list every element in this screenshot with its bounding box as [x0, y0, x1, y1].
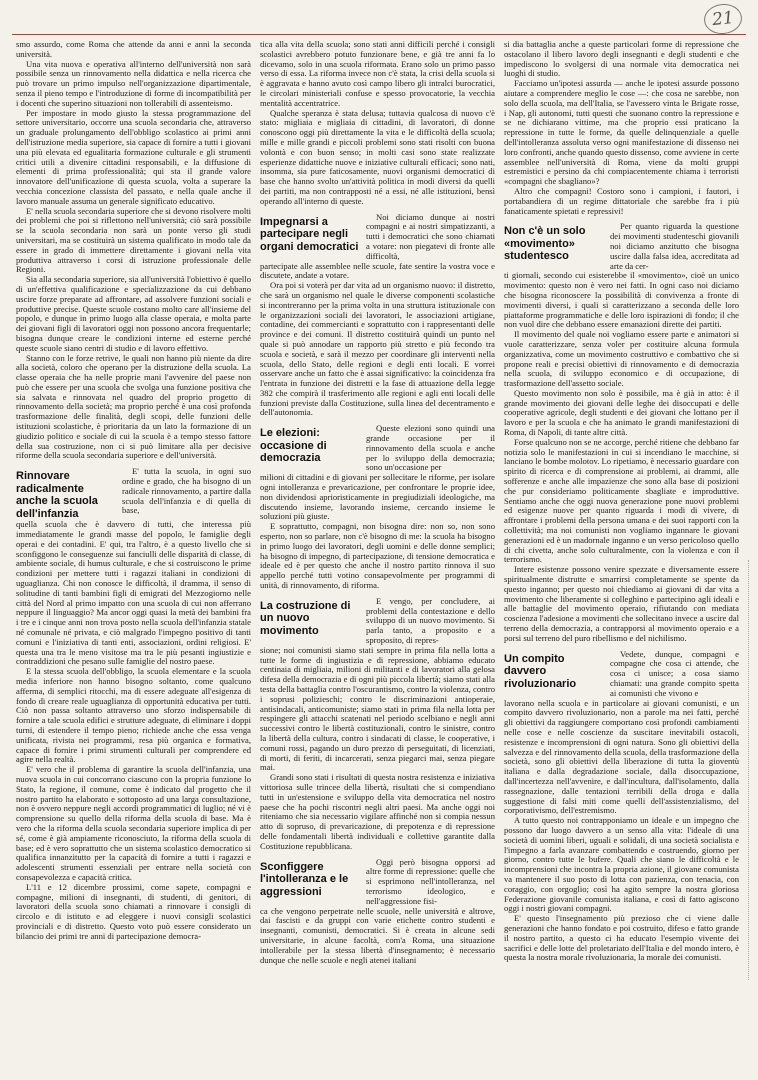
section-sconfiggere	[260, 858, 495, 907]
section-movimento	[504, 222, 739, 271]
section-heading: Impegnarsi a partecipare negli organi democratici	[260, 215, 359, 253]
paragraph: Forse qualcuno non se ne accorge, perché ritiene che debbano far notizia solo le manifestazioni in cui si incendiano le macchine, si lanciano le bombe molotov. Lo ripetiamo, è necessario guardare con spirito di ricerca e di comprensione ai problemi, ai drammi, alle sofferenze e anche alle impazienze che sono alla base di posizioni che pur consideriamo politicamente sbagliate e improduttive. Sentiamo anche che oggi nuova generazione pone nuovi problemi ed esigenze nuove per quanto riguarda i modi di vivere, di affrontare i problemi della persona umana e dei suoi rapporti con la collettività; ma noi comunisti non vogliamo ingannare le giovani generazioni ed è un madornale inganno e un verso pericoloso quello di chi civetta, anche solo culturalmente, con la violenza e con il terrorismo.	[504, 436, 739, 565]
section-lead	[122, 467, 251, 520]
paragraph: E soprattutto, compagni, non bisogna dire: non so, non sono esperto, non so parlare, non c'è bisogno di me: la scuola ha bisogno in primo luogo dei lavoratori, degli uomini e delle donne semplici; ha bisogno di impegno, di partecipazione, di tensione democratica e ideale ed è per questo che anche il nostro partito rinnova il suo appello perché tutti votino consapevolmente per programmi di unità, di rinnovamento, di riforma.	[260, 521, 495, 591]
paragraph: ti giornali, secondo cui esisterebbe il «movimento», cioè un unico movimento: questo non è vero nei fatti. In ogni caso noi diciamo che bisogna riconoscere la possibilità di convivenza a fronte di movimenti diversi, i quali si caratterizzano a seconda delle loro piattaforme programmatiche e delle loro ispirazioni di fondo; il che non vuol dire che debbano essere emanazioni dirette dei partiti.	[504, 270, 739, 330]
paragraph: Grandi sono stati i risultati di questa nostra resistenza e iniziativa vittoriosa sulle trincee della libertà, risultati che si compendiano tutti in un'estensione e sviluppo della vita democratica nel nostro paese che ha pochi riscontri negli altri paesi. Ma anche oggi noi riteniamo che sia necessario vigilare affinché non si compia nessun atto di sopruso, di prevaricazione, di prepotenza e di repressione delle fondamentali libertà individuali e collettive garantite dalla Costituzione repubblicana.	[260, 772, 495, 851]
paragraph: Altro che compagni! Costoro sono i campioni, i fautori, i portabandiera di un regime dittatoriale che sarebbe fra i più fanaticamente spietati e repressivi!	[504, 185, 739, 216]
paragraph: Intere esistenze possono venire spezzate e diversamente essere spiritualmente distrutte e smarrirsi completamente se spente da questo inganno; per questo noi chiediamo ai giovani di dar vita a movimento che liberamente si colleghino e partecipino agli ideali e alle battaglie del movimento operaio, rifiutando con mediata coscienza l'adesione a movimenti che sollecitano invece a uscire dal terreno della democrazia, a contrapporsi al movimento operaio e a porsi sul terreno del puro ribellismo e del nichilismo.	[504, 564, 739, 643]
section-heading: La costruzione di un nuovo movimento	[260, 599, 351, 637]
section-heading: Sconfiggere l'intolleranza e le aggressioni	[260, 860, 349, 898]
header-rule	[12, 34, 746, 35]
paragraph: E' vero che il problema di garantire la scuola dell'infanzia, una nuova scuola in cui concorrano ciascuno con la propria funzione lo Stato, la regione, il comune, come è indicato dal progetto che il nostro partito ha elaborato e sottoposto ad una larga consultazione, non è ovvero neppure negli accordi programmatici di luglio; né vi è comprensione su quello della riforma della scuola di base. Ma è vero che la riforma della scuola secondaria superiore implica di per sé, come è già ampiamente riconosciuto, la riforma della scuola di base; ed è vero soprattutto che un sistema scolastico democratico si qualifica innanzitutto per la capacità di fornire a tutti i ragazzi e adolescenti strumenti essenziali per entrare nella società con consapevolezza e capacità critica.	[16, 764, 251, 882]
section-compito	[504, 650, 739, 699]
column-1	[16, 40, 251, 1072]
paragraph: Per quanto riguarda la questione dei movimenti studenteschi giovanili noi diciamo anzitutto che bisogna uscire dalla falsa idea, accreditata ad arte da cer-	[610, 221, 739, 271]
section-heading: Le elezioni: occasione di democrazia	[260, 427, 327, 465]
paragraph: E' questo l'insegnamento più prezioso che ci viene dalle generazioni che hanno fondato e poi costruito, difeso e fatto grande il nostro partito, a questo ci ha educato l'esempio vivente dei sacrifici e delle lotte del proletariato dell'Italia e del mondo intero, è questa la nostra morale rivoluzionaria, la morale dei comunisti.	[504, 913, 739, 963]
paragraph: Qualche speranza è stata delusa; tuttavia qualcosa di nuovo c'è stato: migliaia e migliaia di cittadini, di lavoratori, di donne conoscono oggi più direttamente la vita e le difficoltà della scuola; mille e mille grandi e piccoli problemi sono stati risolti con buona volontà e con buon senso; in molti casi sono state realizzate esperienze didattiche nuove e iniziative culturali efficaci; sono nati, insomma, sia pure faticosamente, nuovi organismi democratici di base che hanno svolto un'attività politica in modi diversi da quelli dei partiti, ma non contrapposti né a essi, né alle istituzioni, bensì operando all'interno di queste.	[260, 107, 495, 206]
section-heading: Un compito davvero rivoluzionario	[504, 652, 577, 690]
paragraph: Oggi però bisogna opporsi ad altre forme di repressione: quelle che si esprimono nell'intolleranza, nel terrorismo ideologico, e nell'aggressione fisi-	[366, 856, 495, 906]
section-costruzione	[260, 597, 495, 646]
paragraph: quella scuola che è davvero di tutti, che interessa più immediatamente le grandi masse del popolo, le famiglie degli operai e dei contadini. E' qui, tra l'altro, è a questo livello che si sconfiggono le conseguenze sui fanciulli delle disparità di classe, di ambiente sociale, di humus culturale, e che si costruiscono le prime condizioni per mettere tutti i ragazzi italiani in condizioni di uguaglianza. Chi non conosce le difficoltà, il dramma, il senso di solitudine di tanti bambini figli di emigrati del Mezzogiorno nelle città del Nord al primo impatto con una scuola di cui non afferrano neppure il linguaggio? Ma ancor oggi quasi la metà dei bambini fra i tre e i cinque anni non trova posto nella scuola dell'infanzia statale né comunale né privata, e ciò malgrado l'impegno positivo di tanti comuni e l'iniziativa di tanti enti, associazioni, ordini religiosi. E' questa una tra le meno visitose ma tra le più pesanti ingiustizie e contraddizioni che pesano sulle famiglie del nostro paese.	[16, 519, 251, 667]
paragraph: Per impostare in modo giusto la stessa programmazione del settore universitario, occorre una scuola secondaria che, attraverso un graduale prolungamento dell'obbligo scolastico ai primi anni dell'istruzione media superiore, sia capace di fornire a tutti i giovani una più elevata ed egualitaria formazione culturale e gli strumenti critici utili a divenire cittadini responsabili, e la diffusione di elementi di prima professionalità; qui sta il grande valore innovatore dell'unificazione di questa scuola, volta a superare la vecchia concezione classista del passato, e nella quale anche il lavoro manuale assuma un generale significato educativo.	[16, 107, 251, 206]
paragraph: Queste elezioni sono quindi una grande occasione per il rinnovamento della scuola e anche per lo sviluppo della democrazia; sono un'occasione per	[366, 423, 495, 473]
column-3	[504, 40, 739, 1072]
paragraph: Facciamo un'ipotesi assurda — anche le ipotesi assurde possono aiutare a comprendere meglio le cose —: che cosa ne sarebbe, non solo della scuola, ma dell'Italia, se l'avessero vinta le Brigate rosse, i Nap, gli autonomi, tutti questi che suonano contro la repressione e se ne dichiarano vittime, ma che proprio essi praticano la repressione in tutte le forme, da quelle delinquenziale a quelle dell'intolleranza assoluta verso ogni manifestazione di dissenso nei loro confronti, anche quando questo dissenso, come avviene in certe assemblee nell'università di Roma, viene da molti gruppi estremistici e persino da chi compiacentemente chiama i terroristi «compagni che sbagliano»?	[504, 78, 739, 187]
paragraph: smo assurdo, come Roma che attende da anni e anni la seconda università.	[16, 40, 251, 59]
paragraph: Noi diciamo dunque ai nostri compagni e ai nostri simpatizzanti, a tutti i democratici che sono chiamati a votare: non piegatevi di fronte alle difficoltà,	[366, 211, 495, 261]
paragraph: ca che vengono perpetrate nelle scuole, nelle università e altrove, dai fascisti e da gruppi con varie etichette contro studenti e insegnanti, comunisti, democratici. Si è creata in alcune sedi universitarie, in alcune facoltà, com'a Roma, una situazione intollerabile per la stessa libertà d'insegnamento; è necessario dunque che nelle scuole e negli atenei italiani	[260, 905, 495, 965]
paragraph: si dia battaglia anche a queste particolari forme di repressione che ostacolano il libero lavoro degli insegnanti e degli studenti e che impediscono lo svolgersi di una normale vita democratica nei luoghi di studio.	[504, 40, 739, 79]
paragraph: E' tutta la scuola, in ogni suo ordine e grado, che ha bisogno di un radicale rinnovamento, a partire dalla scuola dell'infanzia e di quella di base,	[122, 466, 251, 516]
paragraph: E' nella scuola secondaria superiore che si devono risolvere molti dei problemi che poi si riflettono nell'università; ciò sarà possibile se la scuola secondaria non sarà un ponte verso gli studi universitari, ma se costituirà un sistema qualificato in modo tale da essere in grado di immettere direttamente i giovani nella vita produttiva attraverso i corsi di istruzione professionale delle Regioni.	[16, 205, 251, 275]
column-2	[260, 40, 495, 1072]
paragraph: A tutto questo noi contrapponiamo un ideale e un impegno che possono dar luogo davvero a un senso alla vita: l'ideale di una società di uomini liberi, uguali e solidali, di una società socialista e l'impegno a farla avanzare combattendo e costruendo, giorno per giorno, contro tutte le bufere. Quali che siano le difficoltà e le incomprensioni che incontra la propria azione, il giovane comunista va mantenere il suo posto di lotta con pazienza, con tenacia, con coraggio, con orgoglio; così ha agito sempre la nostra gloriosa Federazione giovanile comunista italiana, e così di fatto agiscono oggi i nostri giovani compagni.	[504, 815, 739, 914]
paragraph: Il movimento del quale noi vogliamo essere parte e animatori si vuole caratterizzare, senza voler per costituire alcuna formula organizzativa, come un movimento costruttivo e combattivo che si propone reali e precisi obiettivi di rinnovamento e di democrazia nella scuola, di sviluppo economico e di occupazione, di trasformazione dell'assetto sociale.	[504, 329, 739, 389]
section-heading: Non c'è un solo «movimento» studentesco	[504, 225, 586, 263]
section-heading: Rinnovare radicalmente anche la scuola dell'infanzia	[16, 470, 98, 520]
paragraph: Ora poi si voterà per dar vita ad un organismo nuovo: il distretto, che sarà un organismo nel quale le diverse componenti scolastiche si incontreranno per la prima volta in una struttura istituzionale con le organizzazioni sociali dei lavoratori, le associazioni artigiane, contadine, dei commercianti e soprattutto con i rappresentanti delle province e dei comuni. Il distretto costituirà quindi un punto nel quale si può annodare un rapporto più stretto e più fecondo tra scuola e società, e sarà il mezzo per coordinare gli interventi nella scuola, dello Stato, delle regioni e degli enti locali. E vorrei osservare anche un fatto che è assai significativo: la coincidenza fra l'entrata in funzione dei distretti e la fase di attuazione della legge 382 che compirà il trasferimento alle regioni e agli enti locali delle funzioni previste dalla Costituzione, sulla linea del decentramento e dell'autonomia.	[260, 280, 495, 418]
paragraph: Questo movimento non solo è possibile, ma è già in atto: è il grande movimento dei giovani delle leghe dei disoccupati e delle cooperative agricole, degli studenti e dei giovani che lottano per il lavoro e per la scuola e che ha animato le grandi manifestazioni di Roma, di Napoli, di tante altre città.	[504, 387, 739, 438]
paragraph: Vedete, dunque, compagni e compagne che cosa ci attende, che cosa ci unisce; a cosa siamo chiamati: una grande compito spetta ai comunisti che vivono e	[610, 648, 739, 698]
page-number: 21	[703, 2, 744, 36]
paragraph: partecipate alle assemblee nelle scuole, fate sentire la vostra voce e discutete, andate a votare.	[260, 260, 495, 281]
section-rinnovare-body	[16, 520, 251, 941]
section-elezioni	[260, 424, 495, 473]
paragraph: sione; noi comunisti siamo stati sempre in prima fila nella lotta a tutte le forme di ingiustizia e di repressione, abbiamo educato centinaia di migliaia, milioni di militanti e di lavoratori alla gelosa difesa della democrazia e di ogni più piccola libertà; siamo stati alla testa della battaglia contro l'oscurantismo, contro la violenza, contro i soprusi polizieschi; contro le discriminazioni antioperaie, antisindacali, anticomuniste; siamo stati in prima fila nella lotta per respingere gli attacchi scatenati nel periodo scelbiano e negli anni successivi contro le libertà costituzionali, contro le sinistre, contro la libertà della cultura, contro i sindacati di classe, le cooperative, i comuni rossi, pagando un duro prezzo di perseguitati, di licenziati, di morti, di feriti, di incarcerati, senza piegarci mai, senza piegare mai.	[260, 644, 495, 773]
paragraph: L'11 e 12 dicembre prossimi, come sapete, compagni e compagne, milioni di insegnanti, di studenti, di genitori, di lavoratori della scuola sono chiamati a rinnovare i consigli di circolo e di istituto e ad eleggere i nuovi consigli scolastici provinciali e di distretto. Questo voto può essere considerato un bilancio dei primi tre anni di partecipazione democra-	[16, 881, 251, 941]
paragraph: milioni di cittadini e di giovani per sollecitare le riforme, per isolare ogni intolleranza e prevaricazione, per confrontare le proprie idee, non dividendosi aprioristicamente in pregiudiziali ideologiche, ma discutendo insieme, lavorando insieme, cercando insieme le soluzioni più giuste.	[260, 472, 495, 522]
paragraph: tica alla vita della scuola; sono stati anni difficili perché i consigli scolastici avrebbero potuto funzionare bene, e già tre anni fa lo dicevamo, solo in una scuola riformata. Erano solo un primo passo verso di essa. La riforma invece non c'è stata, la crisi della scuola si è aggravata e hanno avuto così campo libero gli intralci burocratici, le circolari ministeriali confuse e spesso provocatorie, la vecchia mentalità accentratrice.	[260, 40, 495, 108]
paragraph: E la stessa scuola dell'obbligo, la scuola elementare e la scuola media inferiore non hanno bisogno soltanto, come qualcuno afferma, di semplici ritocchi, ma di essere adeguate all'esigenza di fondo di creare reale uguaglianza di opportunità educativa per tutti. Ciò non passa soltanto attraverso uno sforzo indispensabile di fornire a tale scuola edifici e strutture adeguate, di eliminare i doppi turni, di estendere il tempo pieno; richiede anche che essa venga unificata, rivista nei programmi, resa più organica e formativa, capace di fornire i primi strumenti culturali per comprendere ed agire nella realtà.	[16, 666, 251, 765]
paragraph: Una vita nuova e operativa all'interno dell'università non sarà possibile senza un rinnovamento nella didattica e nella ricerca che può trovare un primo impulso nell'organizzazione dipartimentale, senza il pieno tempo e l'introduzione di forme di incompatibilità per i docenti che superino situazioni non tollerabili di assenteismo.	[16, 58, 251, 108]
paragraph: Stanno con le forze retrive, le quali non hanno più niente da dire alla società, coloro che operano per la distruzione della scuola. La classe operaia che ha nelle proprie mani l'avvenire del paese non può che essere per una scuola che svolga una funzione positiva che sia salvata e rinnovata nel quadro del proprio progetto di rinnovamento della società; ma proprio perché è una così profonda trasformazione delle finalità, degli scopi, delle funzioni delle istituzioni scolastiche, è prioritaria da un lato la formazione di un giudizio politico e sociale di cui la scuola è a tempo stesso fattore della sua costruzione, non ci si può limitare alla per decisive riforme della scuola secondaria superiore e dell'università.	[16, 352, 251, 461]
article-columns	[16, 40, 740, 1072]
paragraph: E vengo, per concludere, ai problemi della contestazione e dello sviluppo di un nuovo movimento. Si parla tanto, a proposito e a sproposito, di repres-	[366, 595, 495, 646]
paragraph: lavorano nella scuola e in particolare ai giovani comunisti, e un compito davvero rivoluzionario, non a parole ma nei fatti, perché gli obiettivi da raggiungere comportano così profondi cambiamenti nelle cose e nelle coscienze da suscitare inevitabili ostacoli, resistenze e incomprensioni di ogni natura. Sono gli obiettivi della salvezza e del rinnovamento della scuola, della trasformazione della società, sono gli obiettivi della liberazione di tutta la gioventù italiana e dalla degradazione sociale, dalla disoccupazione, dall'incertezza nell'avvenire, e dall'incultura, dall'isolamento, dalla rassegnazione, dalle tentazioni terribili della droga e dalla suggestione di falsi miti come quelli dell'assistenzialismo, del corporativismo, dell'estremismo.	[504, 697, 739, 816]
section-impegnarsi	[260, 213, 495, 262]
section-rinnovare	[16, 467, 251, 520]
scan-margin-mark	[748, 560, 755, 980]
paragraph: Sia alla secondaria superiore, sia all'università l'obiettivo è quello di un'effettiva qualificazione e specializzazione da cui debbano uscire forze preparate ad affrontare, ad assolvere funzioni sociali e produttive precise. Queste scuole costano molto care all'insieme del popolo, e dunque in primo luogo alla classe operaia, e molta parte dei giovani figli di lavoratori oggi non possono ancora frequentarle; bisogna dunque creare le condizioni interne ed esterne perché queste scuole siano centri di studio e di lavoro effettivo.	[16, 274, 251, 353]
